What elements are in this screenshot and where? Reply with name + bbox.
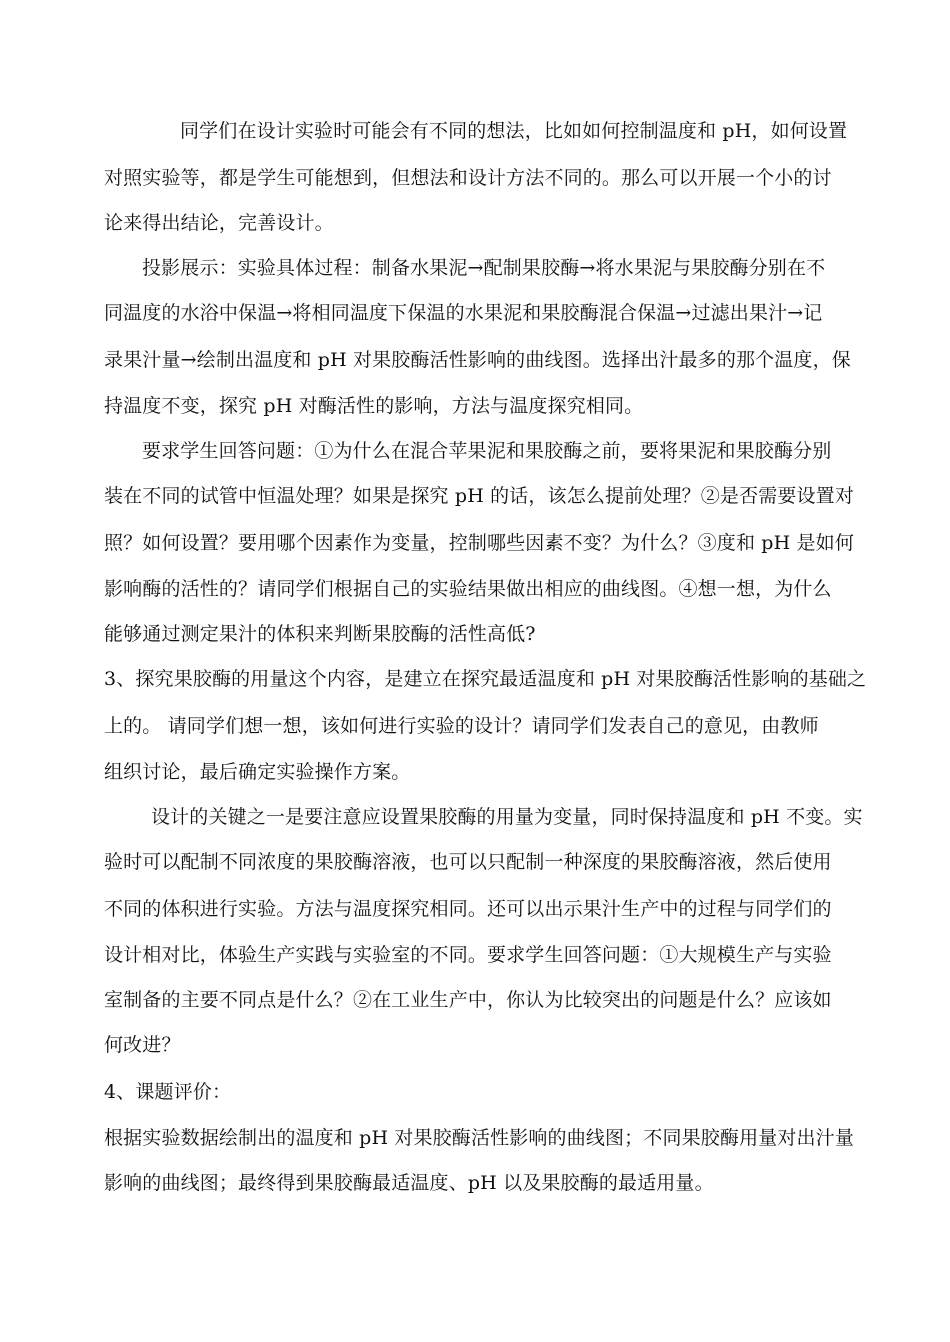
text-line: 照？如何设置？要用哪个因素作为变量，控制哪些因素不变？为什么？③度和 pH 是如何 <box>104 532 854 554</box>
text-line: 能够通过测定果汁的体积来判断果胶酶的活性高低? <box>104 623 536 645</box>
text-line: 室制备的主要不同点是什么？②在工业生产中，你认为比较突出的问题是什么？应该如 <box>104 989 832 1011</box>
text-line: 投影展示：实验具体过程：制备水果泥→配制果胶酶→将水果泥与果胶酶分别在不 <box>142 257 826 279</box>
text-line: 3、探究果胶酶的用量这个内容，是建立在探究最适温度和 pH 对果胶酶活性影响的基础之 <box>104 668 867 690</box>
text-line: 何改进？ <box>104 1034 181 1056</box>
text-line: 上的。 请同学们想一想，该如何进行实验的设计？请同学们发表自己的意见，由教师 <box>104 715 819 737</box>
text-line: 设计的关键之一是要注意应设置果胶酶的用量为变量，同时保持温度和 pH 不变。实 <box>151 806 863 828</box>
text-line: 验时可以配制不同浓度的果胶酶溶液，也可以只配制一种深度的果胶酶溶液，然后使用 <box>104 851 832 873</box>
text-line: 设计相对比，体验生产实践与实验室的不同。要求学生回答问题：①大规模生产与实验 <box>104 944 832 966</box>
text-line: 同温度的水浴中保温→将相同温度下保温的水果泥和果胶酶混合保温→过滤出果汁→记 <box>104 302 823 324</box>
text-line: 不同的体积进行实验。方法与温度探究相同。还可以出示果汁生产中的过程与同学们的 <box>104 898 832 920</box>
text-line: 4、课题评价： <box>104 1081 232 1103</box>
text-line: 对照实验等，都是学生可能想到，但想法和设计方法不同的。那么可以开展一个小的讨 <box>104 167 832 189</box>
text-line: 要求学生回答问题：①为什么在混合苹果泥和果胶酶之前，要将果泥和果胶酶分别 <box>142 440 832 462</box>
text-line: 组织讨论，最后确定实验操作方案。 <box>104 761 411 783</box>
text-line: 论来得出结论，完善设计。 <box>104 212 334 234</box>
text-line: 影响的曲线图；最终得到果胶酶最适温度、pH 以及果胶酶的最适用量。 <box>104 1172 714 1194</box>
text-line: 根据实验数据绘制出的温度和 pH 对果胶酶活性影响的曲线图；不同果胶酶用量对出汁量 <box>104 1127 854 1149</box>
text-line: 持温度不变，探究 pH 对酶活性的影响，方法与温度探究相同。 <box>104 395 644 417</box>
text-line: 影响酶的活性的？请同学们根据自己的实验结果做出相应的曲线图。④想一想，为什么 <box>104 578 832 600</box>
text-line: 录果汁量→绘制出温度和 pH 对果胶酶活性影响的曲线图。选择出汁最多的那个温度，保 <box>104 349 851 371</box>
text-line: 同学们在设计实验时可能会有不同的想法，比如如何控制温度和 pH，如何设置 <box>180 120 848 142</box>
text-line: 装在不同的试管中恒温处理？如果是探究 pH 的话，该怎么提前处理？②是否需要设置对 <box>104 485 854 507</box>
